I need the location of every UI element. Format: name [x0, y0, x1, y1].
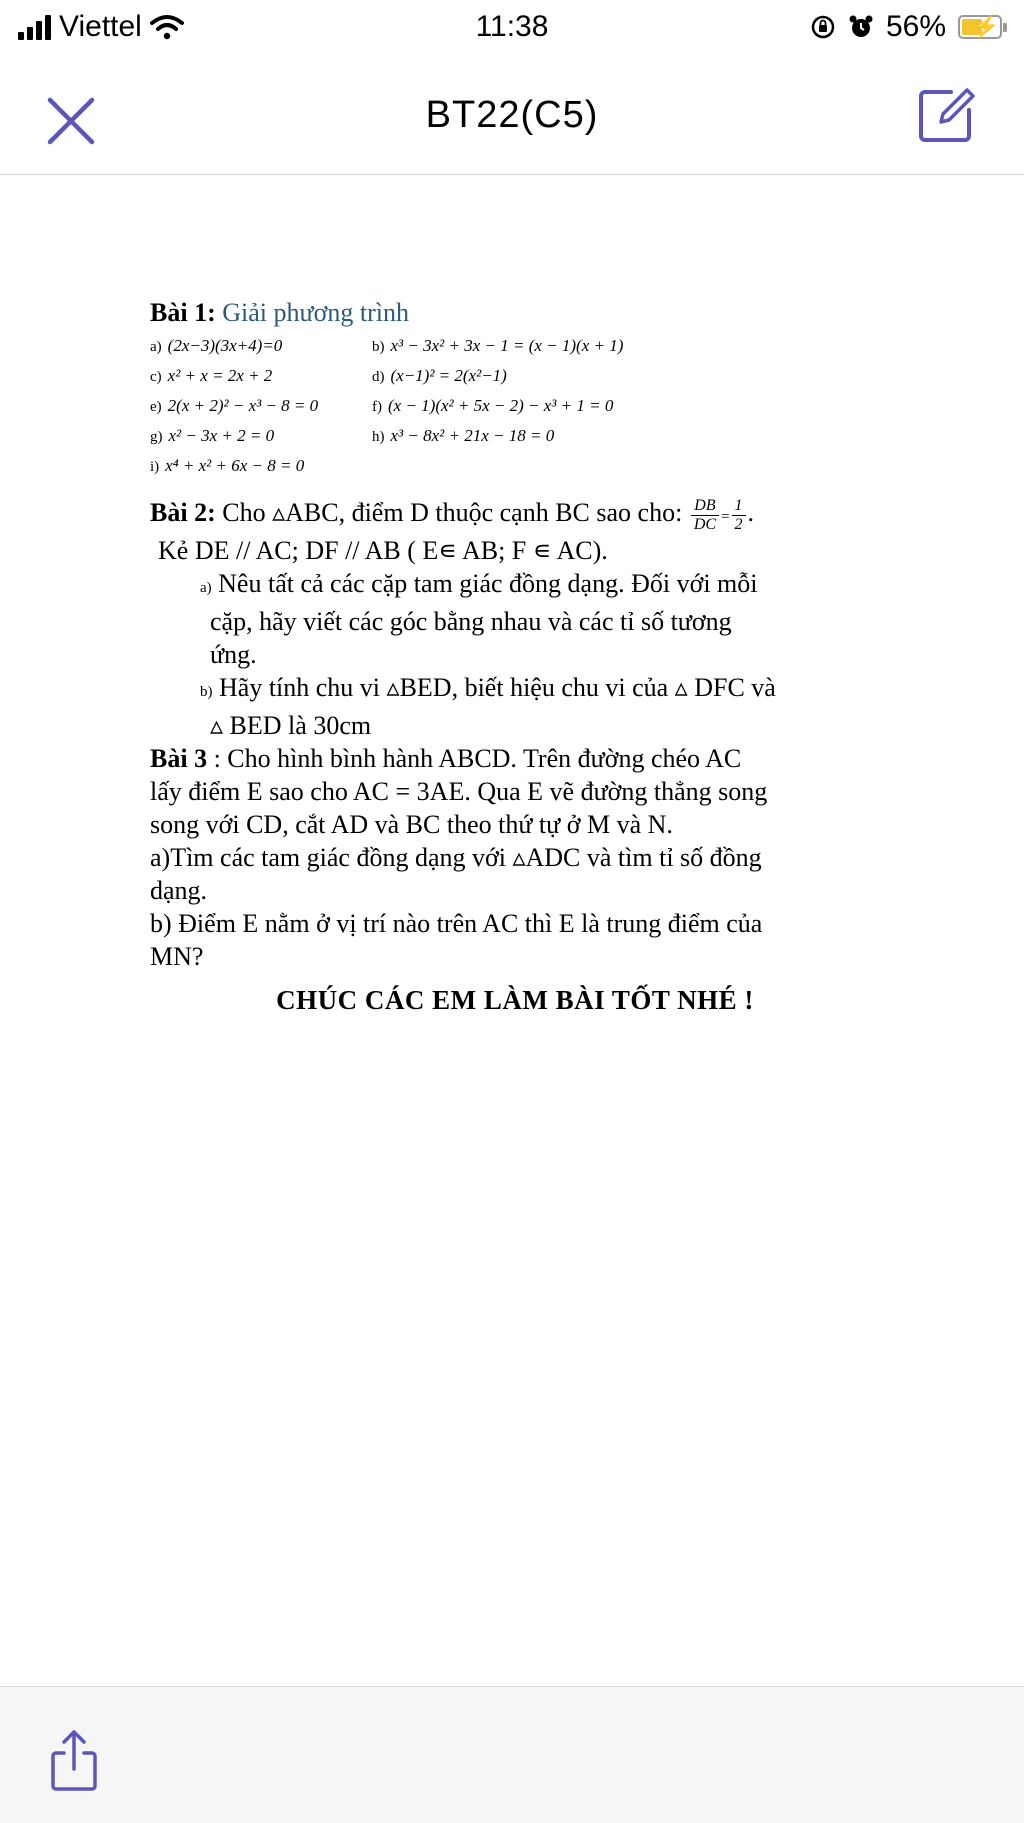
- b1-heading: [150, 298, 880, 328]
- share-icon[interactable]: [46, 1729, 102, 1793]
- status-time: 11:38: [475, 10, 549, 43]
- status-bar: [0, 0, 1024, 56]
- eq-h: h) x³ − 8x² + 21x − 18 = 0: [372, 426, 555, 445]
- eq-f: f) (x − 1)(x² + 5x − 2) − x³ + 1 = 0: [372, 396, 614, 415]
- edit-icon[interactable]: [915, 84, 977, 146]
- b2-line2: Kẻ DE // AC; DF // AB ( E∊ AB; F ∊ AC).: [158, 536, 608, 565]
- b3-line5: dạng.: [150, 876, 208, 905]
- nav-bar: [0, 60, 1024, 175]
- b3-line7: MN?: [150, 942, 204, 971]
- b3-line6: b) Điểm E nằm ở vị trí nào trên AC thì E là trung điểm của: [150, 909, 763, 938]
- b1-equations: [150, 336, 880, 476]
- eq-a: a) (2x−3)(3x+4)=0: [150, 336, 283, 355]
- status-right: [810, 10, 1002, 44]
- carrier-name: Viettel: [59, 10, 142, 43]
- b2-part-a: a) Nêu tất cả các cặp tam giác đồng dạng. Đối với mỗi: [200, 569, 758, 598]
- page-title: BT22(C5): [425, 94, 599, 136]
- battery-percent: 56%: [885, 10, 946, 43]
- eq-i: i) x⁴ + x² + 6x − 8 = 0: [150, 456, 305, 475]
- document-image: [150, 298, 880, 1016]
- b2-part-b-line2: ▵ BED là 30cm: [210, 711, 372, 740]
- b3-line1: Bài 3 : Cho hình bình hành ABCD. Trên đường chéo AC: [150, 744, 742, 773]
- eq-b: b) x³ − 3x² + 3x − 1 = (x − 1)(x + 1): [372, 336, 624, 355]
- b2-intro: Bài 2: Cho ▵ABC, điểm D thuộc cạnh BC sao cho: $\frac{DB}{DC}$ = $\frac{1}{2}$ .: [150, 496, 755, 533]
- b3-line4: a)Tìm các tam giác đồng dạng với ▵ADC và tìm tỉ số đồng: [150, 843, 762, 872]
- b3-line3: song với CD, cắt AD và BC theo thứ tự ở M và N.: [150, 810, 673, 839]
- b2-part-a-line2: cặp, hãy viết các góc bằng nhau và các tỉ số tương: [210, 607, 732, 636]
- b2-part-a-line3: ứng.: [210, 640, 257, 669]
- b1-label: Bài 1:: [150, 298, 216, 327]
- orientation-lock-icon: [810, 14, 836, 40]
- eq-g: g) x² − 3x + 2 = 0: [150, 426, 275, 445]
- fraction-one-half: $\frac{1}{2}$: [732, 497, 746, 534]
- b2-part-b: b) Hãy tính chu vi ▵BED, biết hiệu chu vi của ▵ DFC và: [200, 673, 776, 702]
- battery-icon: [958, 15, 1002, 39]
- charging-bolt: ⚡: [972, 14, 1000, 39]
- bottom-toolbar: [0, 1686, 1024, 1823]
- eq-d: d) (x−1)² = 2(x²−1): [372, 366, 507, 385]
- eq-c: c) x² + x = 2x + 2: [150, 366, 273, 385]
- closing-message: CHÚC CÁC EM LÀM BÀI TỐT NHÉ !: [276, 985, 754, 1015]
- alarm-icon: [848, 14, 874, 40]
- b1-title: Giải phương trình: [222, 298, 409, 327]
- b3-line2: lấy điểm E sao cho AC = 3AE. Qua E vẽ đường thẳng song: [150, 777, 768, 806]
- eq-e: e) 2(x + 2)² − x³ − 8 = 0: [150, 396, 319, 415]
- fraction-db-dc: $\frac{DB}{DC}$: [691, 497, 719, 534]
